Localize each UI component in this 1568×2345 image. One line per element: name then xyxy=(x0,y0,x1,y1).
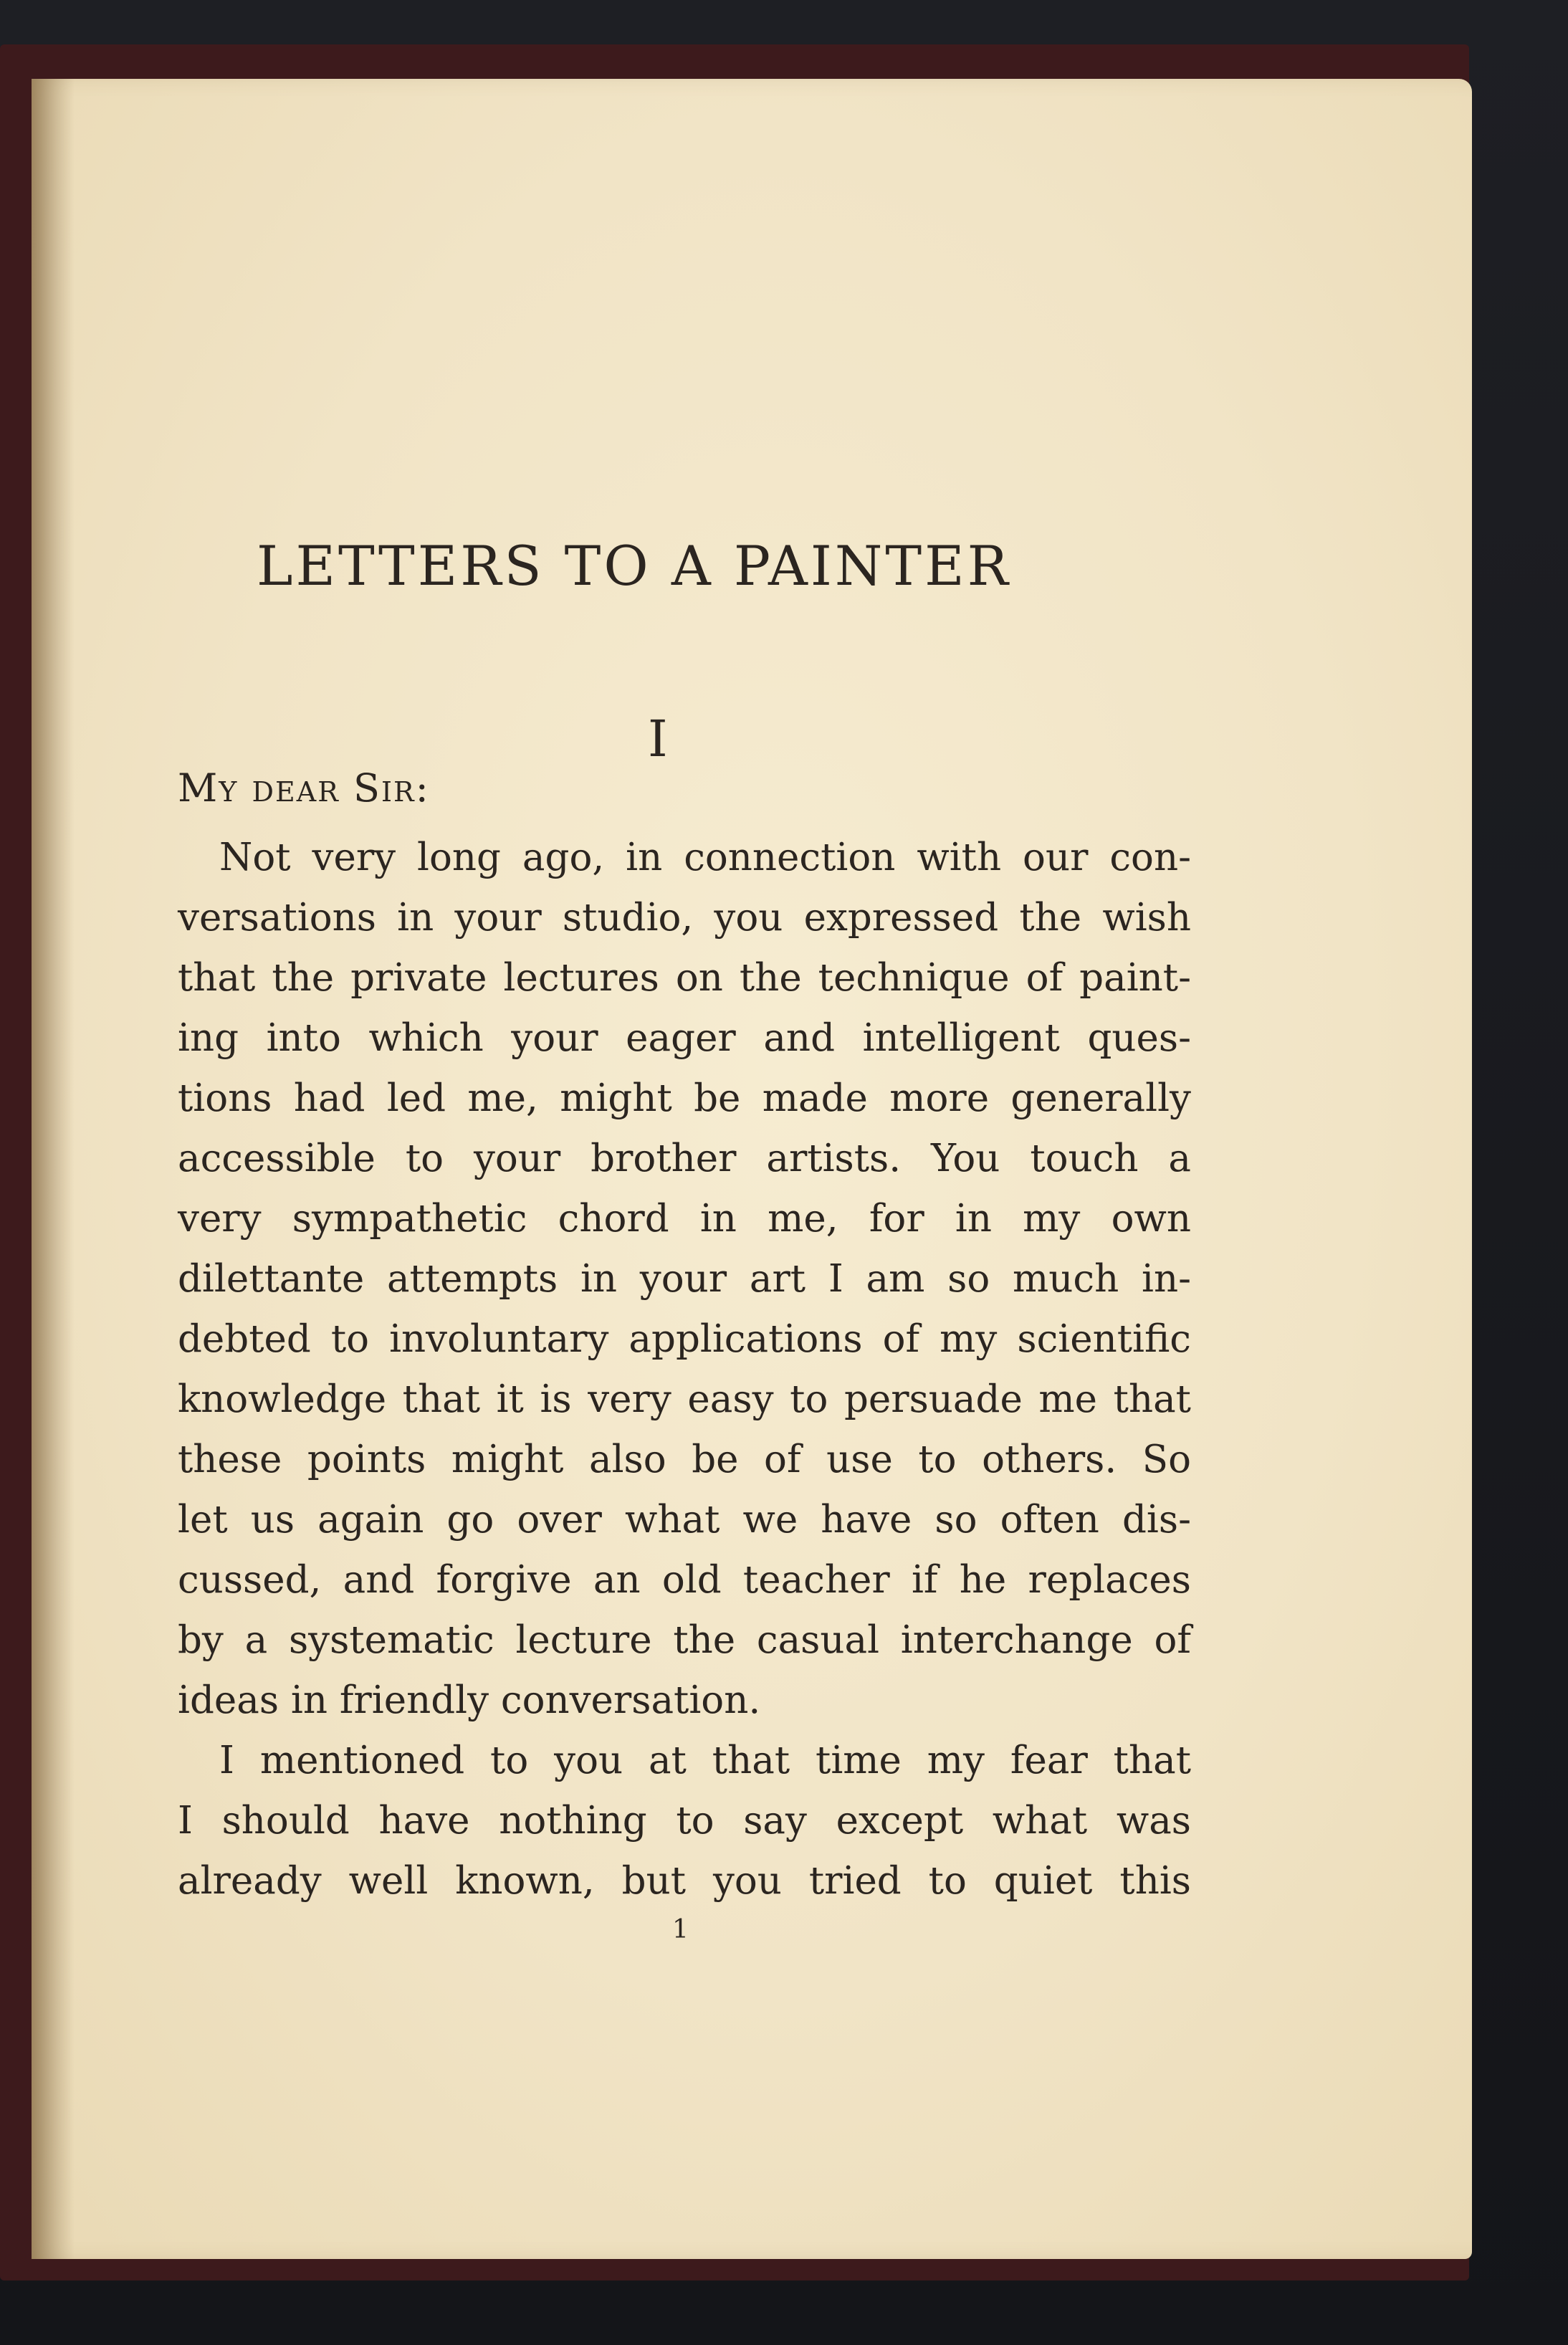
text-line: already well known, but you tried to quiet this xyxy=(178,1859,1191,1903)
text-line: these points might also be of use to others. So xyxy=(178,1438,1191,1481)
text-line: Not very long ago, in connection with our con- xyxy=(219,836,1191,879)
text-line: accessible to your brother artists. You touch a xyxy=(178,1137,1191,1180)
text-line: very sympathetic chord in me, for in my own xyxy=(178,1197,1191,1241)
text-line: tions had led me, might be made more generally xyxy=(178,1076,1191,1120)
text-line: cussed, and forgive an old teacher if he replaces xyxy=(178,1558,1191,1602)
text-line: debted to involuntary applications of my scientific xyxy=(178,1317,1191,1361)
page-number: 1 xyxy=(672,1915,689,1944)
text-line: versations in your studio, you expressed the wish xyxy=(178,896,1191,940)
text-line: ideas in friendly conversation. xyxy=(178,1678,761,1722)
text-line: I should have nothing to say except what was xyxy=(178,1799,1191,1843)
text-line: that the private lectures on the technique of paint- xyxy=(178,956,1191,1000)
text-line: ing into which your eager and intelligent ques- xyxy=(178,1016,1191,1060)
text-line: knowledge that it is very easy to persuade me that xyxy=(178,1377,1191,1421)
book-title: LETTERS TO A PAINTER xyxy=(257,534,1011,598)
text-line: I mentioned to you at that time my fear that xyxy=(219,1739,1191,1782)
text-line: dilettante attempts in your art I am so much in- xyxy=(178,1257,1191,1301)
text-line: let us again go over what we have so often dis- xyxy=(178,1498,1191,1542)
salutation: My dear Sir: xyxy=(178,765,430,811)
section-numeral: I xyxy=(648,710,668,768)
text-line: by a systematic lecture the casual interchange of xyxy=(178,1618,1191,1662)
page-gutter-shadow xyxy=(32,79,75,2259)
